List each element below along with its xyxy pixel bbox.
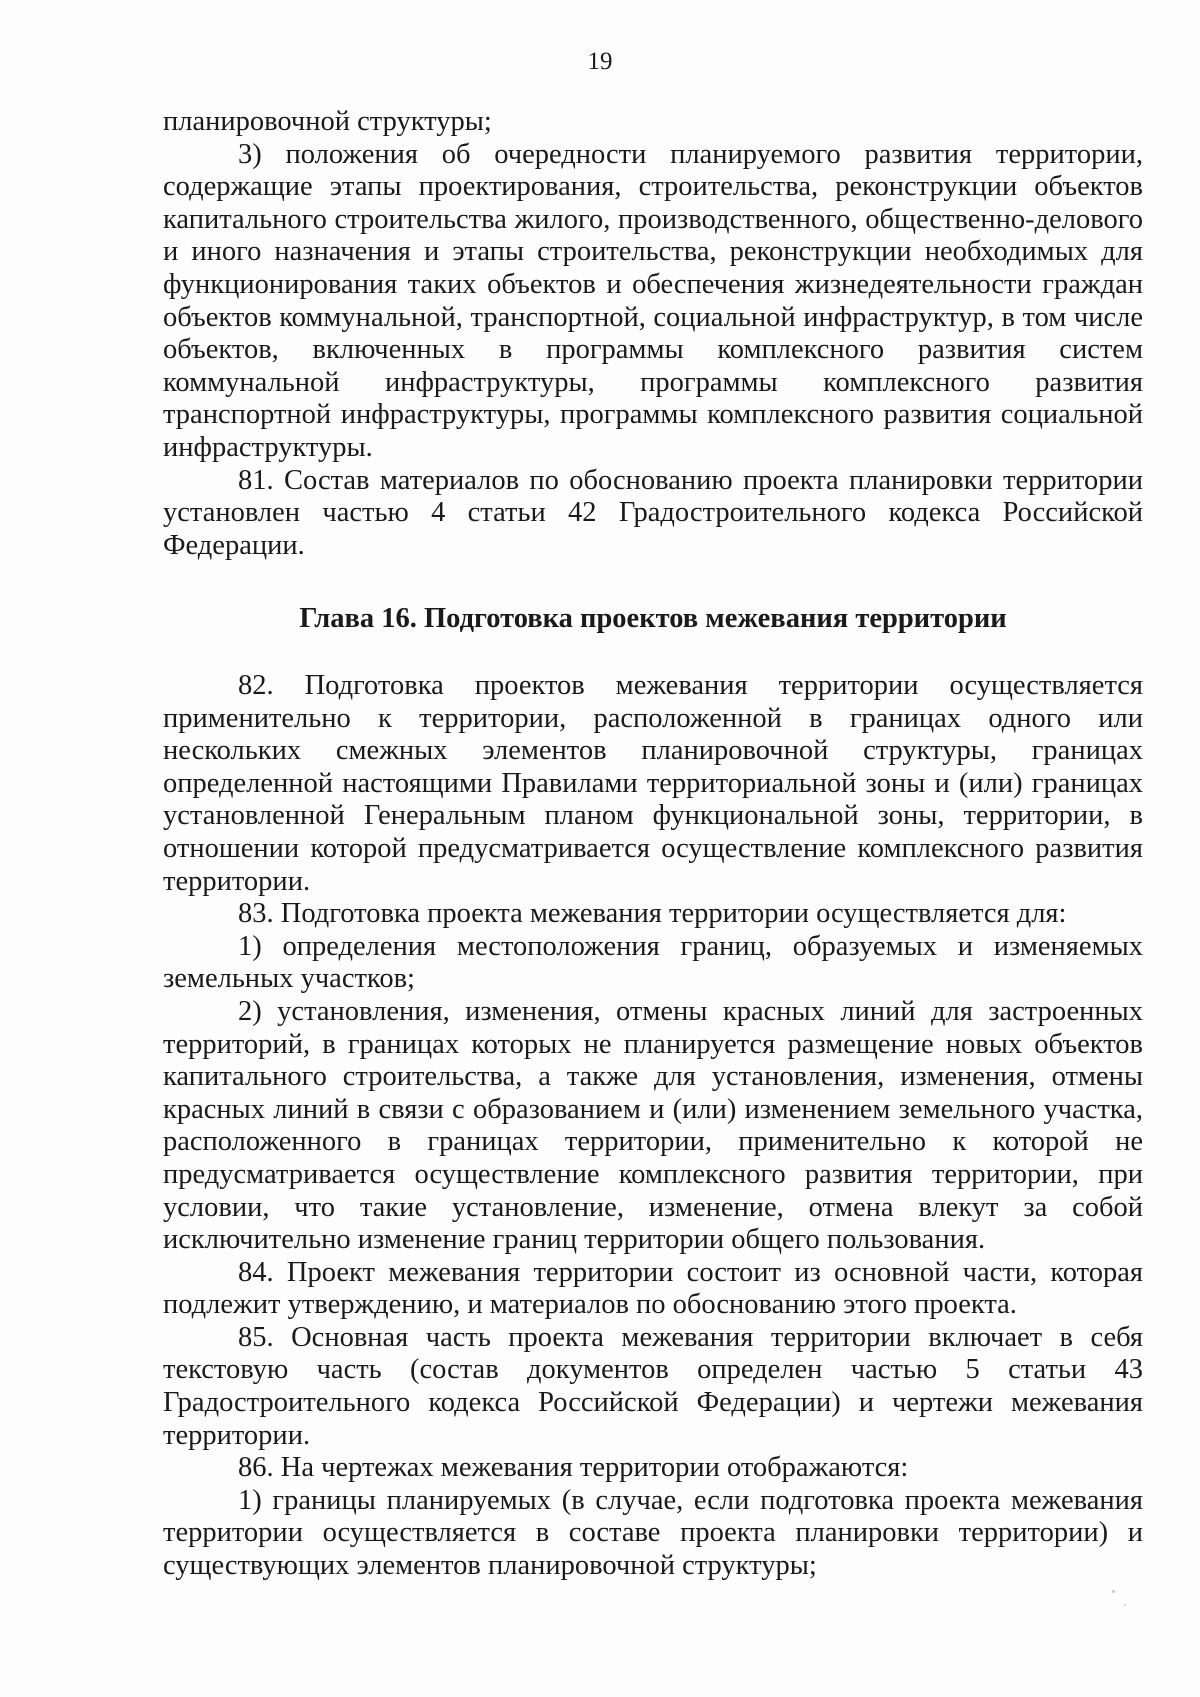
paragraph: 3) положения об очередности планируемого развития территории, содержащие этапы проектирования, строительства, реконструкции объектов капитального строительства жилого, производственного, общественно-делового и иного назначения и этапы строительства, реконструкции необходимых для функционирования таких объектов и обеспечения жизнедеятельности граждан объектов коммунальной, транспортной, социальной инфраструктур, в том числе объектов, включенных в программы комплексного развития систем коммунальной инфраструктуры, программы комплексного развития транспортной инфраструктуры, программы комплексного развития социальной инфраструктуры. (163, 138, 1143, 463)
scan-speck (1112, 1590, 1115, 1593)
paragraph: 1) границы планируемых (в случае, если подготовка проекта межевания территории осуществляется в составе проекта планировки территории) и существующих элементов планировочной структуры; (163, 1484, 1143, 1582)
paragraph: 81. Состав материалов по обоснованию проекта планировки территории установлен частью 4 статьи 42 Градостроительного кодекса Российской Федерации. (163, 464, 1143, 561)
paragraph: 2) установления, изменения, отмены красных линий для застроенных территорий, в границах которых не планируется размещение новых объектов капитального строительства, а также для установления, изменения, отмены красных линий в связи с образованием и (или) изменением земельного участка, расположенного в границах территории, применительно к которой не предусматривается осуществление комплексного развития территории, при условии, что такие установление, изменение, отмена влекут за собой исключительно изменение границ территории общего пользования. (163, 995, 1143, 1256)
paragraph: 85. Основная часть проекта межевания территории включает в себя текстовую часть (состав документов определен частью 5 статьи 43 Градостроительного кодекса Российской Федерации) и чертежи межевания территории. (163, 1321, 1143, 1451)
paragraph: планировочной структуры; (163, 106, 492, 137)
text-block-top (163, 106, 1143, 562)
chapter-heading: Глава 16. Подготовка проектов межевания территории (299, 603, 1007, 634)
paragraph: 86. На чертежах межевания территории отображаются: (238, 1452, 909, 1484)
paragraph: 83. Подготовка проекта межевания территории осуществляется для: (238, 898, 1067, 930)
paragraph: 1) определения местоположения границ, образуемых и изменяемых земельных участков; (163, 930, 1143, 995)
paragraph: 84. Проект межевания территории состоит из основной части, которая подлежит утверждению, и материалов по обоснованию этого проекта. (163, 1256, 1143, 1321)
scan-speck (1124, 1604, 1126, 1606)
page-number: 19 (587, 48, 613, 75)
paragraph: 82. Подготовка проектов межевания территории осуществляется применительно к территории, расположенной в границах одного или нескольких смежных элементов планировочной структуры, границах определенной настоящими Правилами территориальной зоны и (или) границах установленной Генеральным планом функциональной зоны, территории, в отношении которой предусматривается осуществление комплексного развития территории. (163, 670, 1143, 897)
text-block-bottom (163, 670, 1143, 1583)
